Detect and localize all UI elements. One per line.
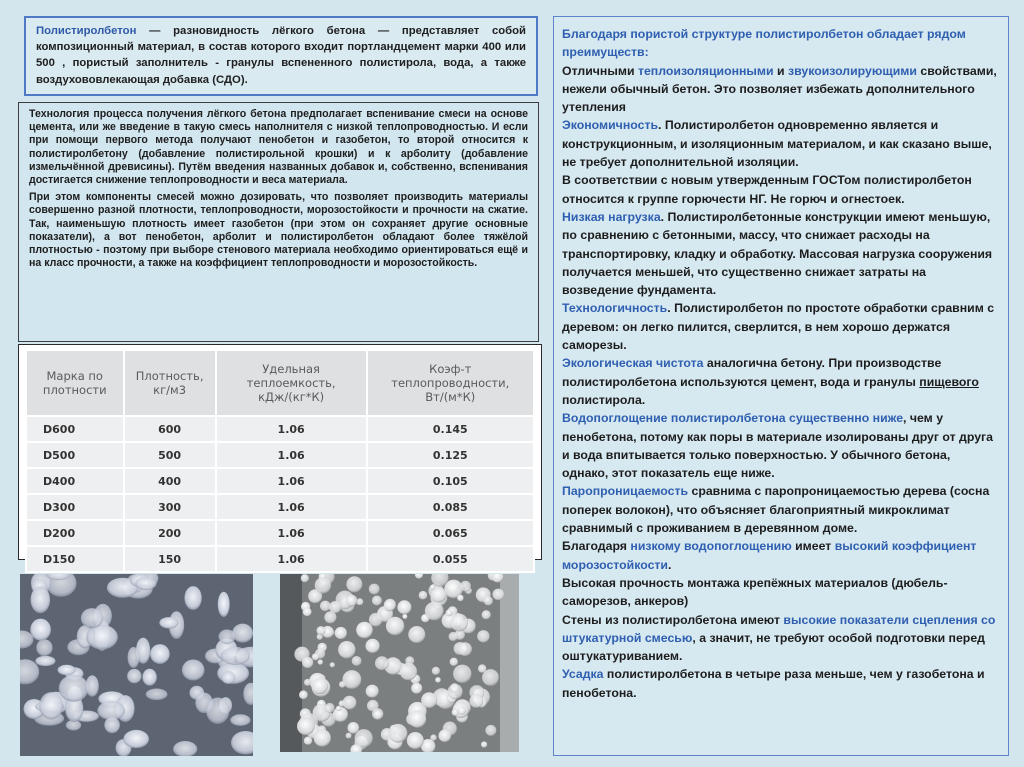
- table-cell: D150: [26, 546, 124, 572]
- granule: [297, 717, 315, 735]
- granule: [352, 656, 362, 666]
- granule: [301, 574, 309, 582]
- granule: [35, 656, 55, 666]
- granule: [159, 617, 178, 628]
- granule: [219, 630, 236, 644]
- granule: [400, 663, 417, 680]
- granule: [346, 733, 352, 739]
- granule: [81, 608, 103, 628]
- granule: [221, 671, 235, 684]
- table-cell: D300: [26, 494, 124, 520]
- table-cell: 1.06: [216, 494, 367, 520]
- granule: [39, 692, 63, 719]
- table-cell: 400: [124, 468, 216, 494]
- granule: [320, 601, 331, 612]
- granule: [397, 600, 411, 614]
- granule: [343, 670, 362, 689]
- table-cell: 150: [124, 546, 216, 572]
- advantage-item: Водопоглощение полистиролбетона существенно ниже, чем у пенобетона, потому как поры в материале изолированы друг от друга и вода впитывается только поверхностью. У обычного бетона, однако, этот показатель еще ниже.: [562, 411, 994, 481]
- technology-text: [18, 102, 539, 342]
- granule: [408, 626, 425, 643]
- granule: [59, 675, 89, 702]
- granule: [123, 730, 149, 748]
- granule: [315, 577, 331, 593]
- granule: [142, 669, 156, 686]
- table-row: [26, 494, 534, 520]
- granule: [375, 656, 389, 670]
- table-cell: 0.065: [367, 520, 534, 546]
- advantages-panel: [553, 16, 1009, 756]
- table-row: [26, 442, 534, 468]
- table-cell: 1.06: [216, 546, 367, 572]
- table-cell: D500: [26, 442, 124, 468]
- granule: [458, 642, 472, 656]
- granule: [356, 622, 373, 639]
- table-cell: 300: [124, 494, 216, 520]
- granule: [439, 729, 452, 742]
- granule: [104, 717, 120, 733]
- table-header: Марка по плотности: [26, 350, 124, 416]
- polystyrene-concrete-closeup-photo: [20, 574, 253, 756]
- granule: [303, 607, 312, 616]
- granule: [184, 586, 201, 610]
- granule: [86, 675, 99, 696]
- granule: [318, 659, 323, 664]
- granule: [481, 741, 487, 747]
- granule: [299, 690, 308, 699]
- advantage-item: Отличными теплоизоляционными и звукоизолирующими свойствами, нежели обычный бетон. Это позволяет избежать дополнительного утепления: [562, 63, 997, 115]
- table-cell: 1.06: [216, 520, 367, 546]
- granule: [389, 724, 408, 743]
- table-cell: D200: [26, 520, 124, 546]
- granule: [58, 665, 76, 675]
- granule: [407, 732, 424, 749]
- granule: [324, 611, 336, 623]
- granule: [86, 625, 118, 650]
- granule: [302, 657, 313, 668]
- granule: [453, 665, 471, 683]
- granule: [386, 617, 404, 635]
- granule: [346, 595, 358, 607]
- granule: [330, 662, 335, 667]
- granule: [493, 589, 505, 601]
- granule: [469, 694, 483, 708]
- table-row: [26, 546, 534, 572]
- advantage-item: Экономичность. Полистиролбетон одновременно является и конструкционным, и изоляционным материалом, и как сказано выше, не требует дополнительной изоляции.: [562, 118, 992, 170]
- table-cell: 0.125: [367, 442, 534, 468]
- advantages-heading: Благодаря пористой структуре полистиролбетон обладает рядом преимуществ:: [562, 27, 966, 60]
- table-cell: 1.06: [216, 416, 367, 442]
- granule: [150, 644, 170, 664]
- table-header: Плотность, кг/м3: [124, 350, 216, 416]
- granule: [31, 587, 51, 614]
- advantage-item: В соответствии с новым утвержденным ГОСТом полистиролбетон относится к группе горючести НГ. Не горюч и огнестоек.: [562, 173, 972, 206]
- table-cell: D400: [26, 468, 124, 494]
- table-header: Удельная теплоемкость, кДж/(кг*К): [216, 350, 367, 416]
- granule: [366, 685, 379, 698]
- advantage-item: Экологическая чистота аналогична бетону. При производстве полистиролбетона используются цемент, вода и гранулы пищевого полистирола.: [562, 356, 979, 407]
- granule: [372, 596, 382, 606]
- table-cell: 0.055: [367, 546, 534, 572]
- advantage-item: Усадка полистиролбетона в четыре раза меньше, чем у газобетона и пенобетона.: [562, 667, 985, 700]
- granule: [477, 630, 489, 642]
- granule: [421, 692, 437, 708]
- granule: [402, 614, 407, 619]
- technology-paragraph-2: При этом компоненты смесей можно дозировать, что позволяет производить материалы совершенно разной плотности, теплопроводности, морозостойкости и прочности на сжатие. Так, наименьшую плотность имеет газобетон (при этом он сохраняет другие основные показатели), а вот пенобетон, арболит и полистиролбетон обладают более тяжёлой плотностью - поэтому при выборе стенового материала необходимо ориентироваться ещё и на класс прочности, а также на коэффициент теплопроводности и морозостойкость.: [29, 191, 528, 270]
- granule: [435, 677, 441, 683]
- granule: [346, 576, 362, 592]
- granule: [446, 609, 453, 616]
- granule: [482, 610, 491, 619]
- granule: [312, 653, 319, 660]
- granule: [304, 737, 312, 745]
- table-cell: 0.105: [367, 468, 534, 494]
- granule: [450, 658, 458, 666]
- granule: [218, 592, 230, 617]
- granule: [206, 698, 229, 724]
- table-cell: D600: [26, 416, 124, 442]
- granule: [485, 725, 496, 736]
- granule: [448, 684, 463, 699]
- granule: [452, 709, 459, 716]
- advantage-item: Стены из полистиролбетона имеют высокие показатели сцепления со штукатурной смесью, а значит, не требуют особой подготовки перед оштукатуриванием.: [562, 612, 996, 664]
- granule: [348, 722, 360, 734]
- granule: [317, 626, 326, 635]
- intro-text: — разновидность лёгкого бетона — представляет собой композиционный материал, в состав которого входит портландцемент марки 400 или 500 , пористый заполнитель - гранулы вспененного полистирола, вода, а также воздухововлекающая добавка (СДО).: [36, 25, 526, 86]
- granule: [182, 660, 205, 681]
- technology-paragraph-1: Технология процесса получения лёгкого бетона предполагает вспенивание смеси на основе цемента, или же введение в такую смесь наполнителя с низкой теплопроводностью. И если при помощи первого метода получают пенобетон и газобетон, то второй относится к полистиролбетону (добавление полистирольной крошки) и к арболиту (добавление измельчённой древисины). Путём введения названных добавок и, собственно, вспенивания достигается снижение теплопроводности и веса материала.: [29, 108, 528, 187]
- granule: [425, 602, 444, 621]
- granule: [30, 619, 51, 641]
- granule: [411, 683, 422, 694]
- granule: [311, 678, 328, 695]
- table-cell: 500: [124, 442, 216, 468]
- granule: [366, 639, 380, 653]
- table-cell: 1.06: [216, 442, 367, 468]
- granule: [430, 585, 435, 590]
- granule: [128, 647, 140, 668]
- table-cell: 0.085: [367, 494, 534, 520]
- granule: [369, 584, 380, 595]
- table-cell: 0.145: [367, 416, 534, 442]
- granule: [356, 598, 363, 605]
- granule: [304, 679, 311, 686]
- granule: [482, 669, 499, 686]
- granule: [221, 647, 250, 665]
- table-row: [26, 468, 534, 494]
- granule: [338, 641, 355, 658]
- granule: [372, 708, 383, 719]
- density-table: [18, 344, 542, 566]
- granule: [336, 706, 341, 711]
- granule: [135, 577, 156, 590]
- table-row: [26, 416, 534, 442]
- granule: [450, 614, 468, 632]
- granule: [314, 729, 331, 746]
- granule: [36, 639, 52, 656]
- granule: [432, 667, 440, 675]
- granule: [230, 714, 250, 726]
- granule: [409, 710, 427, 728]
- granule: [343, 696, 357, 710]
- table-header: Коэф-т теплопроводности, Вт/(м*К): [367, 350, 534, 416]
- granule: [457, 595, 464, 602]
- advantage-item: Паропроницаемость сравнима с паропроницаемостью дерева (сосна поперек волокон), что объясняет благоприятный микроклимат сравнимый с проживанием в деревянном доме.: [562, 484, 990, 536]
- intro-definition: [24, 16, 538, 96]
- granule: [335, 627, 347, 639]
- table-cell: 200: [124, 520, 216, 546]
- table-header-row: [26, 350, 534, 416]
- granule: [449, 632, 458, 641]
- intro-term: Полистиролбетон: [36, 25, 137, 37]
- density-table-grid: [25, 349, 535, 573]
- granule: [419, 591, 428, 600]
- advantage-item: Высокая прочность монтажа крепёжных материалов (дюбель-саморезов, анкеров): [562, 575, 948, 609]
- granule: [458, 707, 466, 715]
- granule: [460, 581, 471, 592]
- polystyrene-concrete-cut-photo: [280, 574, 519, 752]
- granule: [127, 669, 141, 683]
- granule: [384, 600, 396, 612]
- granule: [325, 703, 335, 713]
- granule: [146, 689, 168, 701]
- advantage-item: Благодаря низкому водопоглощению имеет высокий коэффициент морозостойкости.: [562, 539, 977, 572]
- table-row: [26, 520, 534, 546]
- granule: [369, 613, 383, 627]
- advantage-item: Технологичность. Полистиролбетон по простоте обработки сравним с деревом: он легко пилится, сверлится, в нем хорошо держатся саморезы.: [562, 301, 995, 353]
- granule: [484, 596, 493, 605]
- table-cell: 1.06: [216, 468, 367, 494]
- advantage-item: Низкая нагрузка. Полистиролбетонные конструкции имеют меньшую, по сравнению с бетонными, массу, что снижает расходы на транспортировку, кладку и обработку. Массовая нагрузка сооружения получается меньшей, что существенно снижает затраты на возведение фундамента.: [562, 209, 993, 298]
- granule: [232, 624, 253, 643]
- table-cell: 600: [124, 416, 216, 442]
